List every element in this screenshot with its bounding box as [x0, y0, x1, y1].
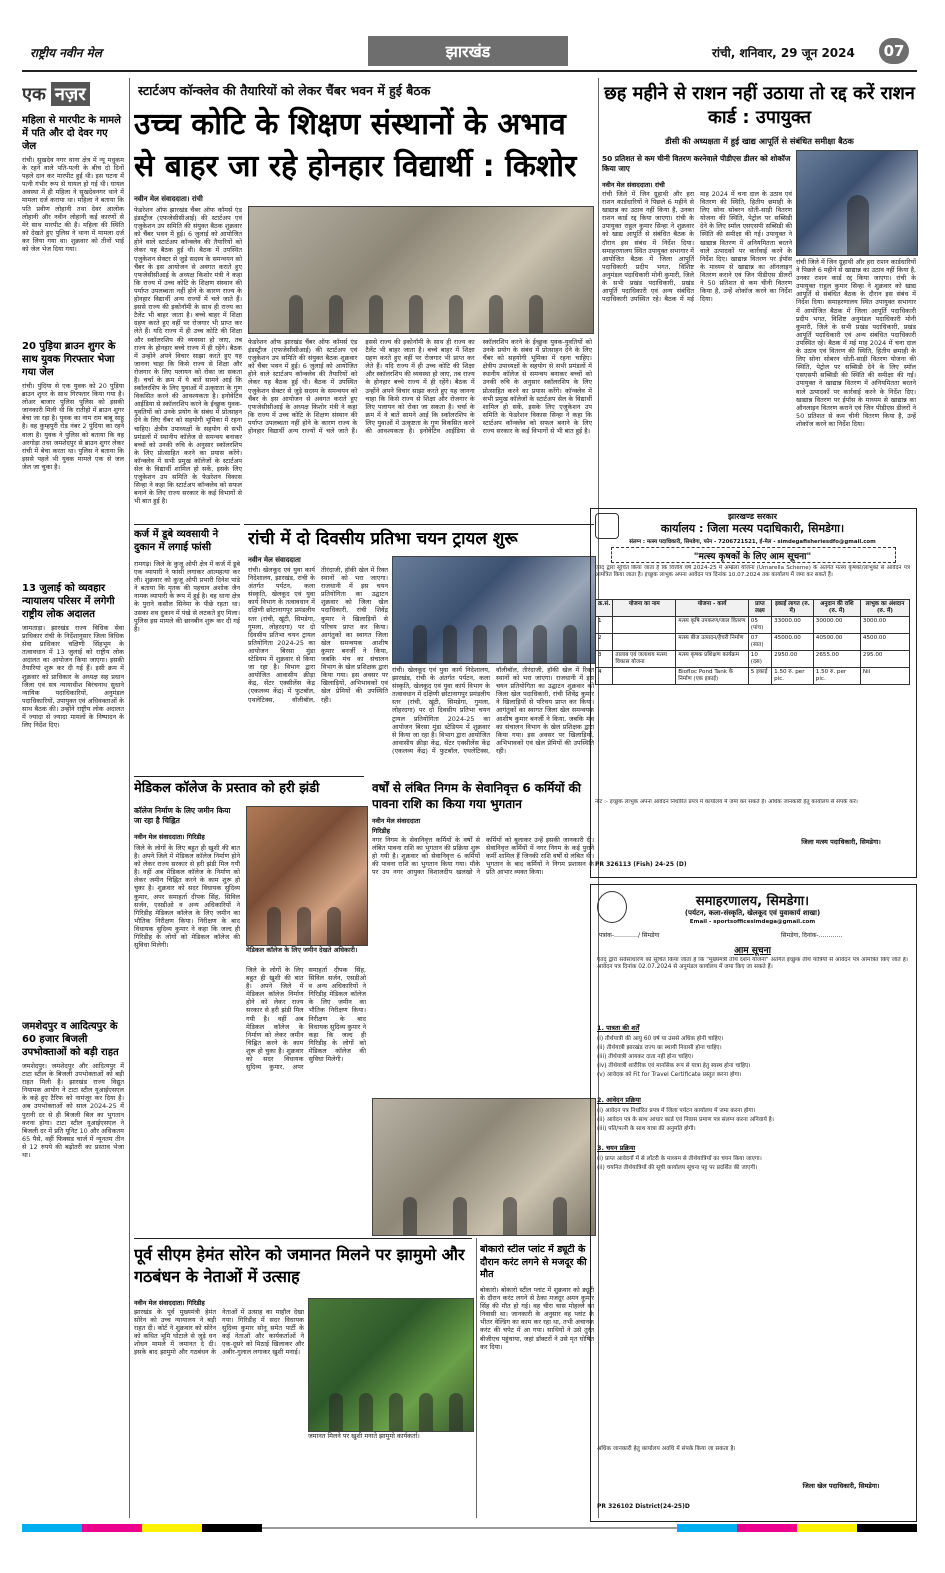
table-cell: Nil	[860, 668, 909, 685]
pratibha-photo	[392, 556, 596, 664]
medical-photo	[246, 806, 368, 946]
ration-inset: 50 प्रतिशत से कम चीनी वितरण करनेवाले पीडीएस डीलर को शोकॉज किया जाए	[602, 154, 791, 173]
ek-nazar-item-1	[22, 114, 124, 334]
hemant-body: झारखंड के पूर्व मुख्यमंत्री हेमंत सोरेन को उच्च न्यायालय ने बड़ी राहत दी। कोर्ट ने शुक्रवार को सोरेन को कथित भूमि घोटाले से जुड़े धन शोधन मामले में जमानत दे दी। इसके बाद झामुमो और गठबंधन के नेताओं में उत्साह का माहौल देखा गया। गिरिडीह में सदर विधायक सुदिव्य कुमार सोनू समेत पार्टी के कई नेताओं और कार्यकर्ताओं ने एक-दूसरे को मिठाई खिलाकर और अबीर-गुलाल लगाकर खुशी मनाई।	[134, 1308, 304, 1357]
fisheries-note: नोट :- इच्छुक लाभुक अपना आवेदन निर्धारित प्रपत्र में कार्यालय में जमा कर सकते हैं। अधिक जानकारी हेतु कार्यालय से संपर्क करें।	[595, 799, 858, 805]
table-header: योजना का नाम	[613, 600, 676, 617]
table-row	[596, 651, 910, 668]
pratibha-body: रांची। खेलकूद एवं युवा कार्य निदेशालय, झारखंड, रांची के अंतर्गत पर्यटन, कला संस्कृति, खेलकूद एवं युवा कार्य विभाग के तत्वावधान में दक्षिणी छोटानागपुर प्रमंडलीय स्तर (रांची, खूंटी, सिमडेगा, गुमला, लोहरदगा) पर दो दिवसीय प्रतिभा चयन ट्रायल प्रतियोगिता 2024-25 का आयोजन बिरसा मुंडा स्टेडियम में शुक्रवार से किया जा रहा है। विभाग द्वारा आयोजित आवासीय क्रीड़ा केंद्र, सेंटर एक्सीलेंस केंद्र (एकलव्य केंद्र) में फुटबॉल, एथलेटिक्स, वॉलीबॉल, तीरंदाजी, हॉकी खेल में रिक्त स्थानों को भरा जाएगा। राजधानी में इस चयन प्रतियोगिता का उद्घाटन शुक्रवार को जिला खेल पदाधिकारी, रांची शिवेंद्र कुमार ने खिलाड़ियों से परिचय प्राप्त कर किया। आगंतुकों का स्वागत जिला खेल समन्वयक आशीष कुमार बनर्जी ने किया, जबकि मंच का संचालन विभाग के खेल प्रशिक्षक द्वारा किया गया। इस अवसर पर खिलाड़ियों, अभिभावकों एवं खेल प्रेमियों की उपस्थिति रही।	[248, 566, 388, 704]
samaharnalay-sec3: 3. चयन प्रक्रिया	[597, 1144, 636, 1152]
table-cell: 4500.00	[860, 634, 909, 651]
fisheries-intro: एतद् द्वारा सूचित किया जाता है कि वित्तीय वर्ष 2024-25 में अम्ब्रेला योजना (Umarella Scheme) के अंतर्गत मत्स्य कृषकों/लाभुकों से आवेदन पत्र आमंत्रित किया जाता है। इच्छुक लाभुक अपना आवेदन पत्र दिनांक 10.07.2024 तक कार्यालय में जमा कर सकते हैं।	[595, 565, 910, 578]
samaharnalay-intro: एतद् द्वारा सर्वसाधारण को सूचित किया जाता है कि "मुख्यमंत्री तीर्थ दर्शन योजना" अंतर्गत इच्छुक तीर्थ यात्रियों से आवेदन पत्र आमंत्रित किए जाते हैं। आवेदन पत्र दिनांक 02.07.2024 से अनुमंडल कार्यालय में जमा किए जा सकते हैं।	[597, 957, 908, 971]
section-title: झारखंड	[445, 42, 491, 61]
samaharnalay-sign: जिला खेल पदाधिकारी, सिमडेगा।	[802, 1482, 880, 1490]
masthead-rule	[22, 70, 917, 72]
samaharnalay-dinank: सिमडेगा, दिनांक-…………	[781, 932, 843, 939]
masthead-paper-name: राष्ट्रीय नवीन मेल	[30, 46, 102, 60]
table-cell: 10 (दस)	[748, 651, 771, 668]
table-cell	[613, 617, 676, 634]
ek-nazar-body: जमशेदपुर। जमशेदपुर और आदित्यपुर में टाटा स्टील के बिजली उपभोक्ताओं को बड़ी राहत मिली है। झारखंड राज्य विद्युत नियामक आयोग ने टाटा स्टील यूआईएसएल के कहे हुए टैरिफ को नामंजूर कर दिया है। अब उपभोक्ताओं को साल 2024-25 में पुरानी दर से ही बिजली बिल का भुगतान करना होगा। टाटा स्टील यूआईएसएल ने बिजली दर में प्रति यूनिट 10 और अधिकतम 65 पैसे, वहीं फिक्सड चार्ज में न्यूनतम तीन से 12 रुपये की बढ़ोतरी का प्रस्ताव भेजा था।	[22, 1062, 124, 1160]
samaharnalay-pr: PR 326102 District(24-25)D	[597, 1503, 690, 1510]
ek-nazar-label	[22, 82, 124, 108]
table-cell: 4	[596, 668, 613, 685]
list-item: (i) प्राप्त आवेदनों में से लॉटरी के माध्यम से तीर्थयात्रियों का चयन किया जाएगा।	[597, 1156, 762, 1162]
table-cell: 295.00	[860, 651, 909, 668]
column-divider	[476, 1238, 477, 1518]
table-cell: 05 (पांच)	[748, 617, 771, 634]
samaharnalay-sec1: 1. पात्रता की शर्तें	[597, 1024, 640, 1032]
fisheries-gov: झारखण्ड सरकार	[728, 512, 777, 521]
table-cell: 07 (सात)	[748, 634, 771, 651]
table-cell: 45000.00	[772, 634, 814, 651]
samaharnalay-sub: (पर्यटन, कला-संस्कृति, खेलकूद एवं युवाकार्य शाखा)	[684, 909, 821, 917]
table-cell	[613, 668, 676, 685]
nigam-headline: वर्षों से लंबित निगम के सेवानिवृत्त 6 कर्मियों की पावना राशि का किया गया भुगतान	[372, 781, 581, 811]
hemant-caption: जमानत मिलने पर खुशी मनाते झामुमो कार्यकर्ता।	[308, 1432, 420, 1440]
ek-nazar-item-3	[22, 582, 124, 1014]
print-color-bar	[22, 1524, 917, 1534]
pratibha-byline: नवीन मेल संवाददाता	[248, 556, 301, 564]
table-row	[596, 617, 910, 634]
table-cell: 2	[596, 634, 613, 651]
startup-kicker: स्टार्टअप कॉन्क्लेव की तैयारियों को लेकर चैंबर भवन में हुई बैठक	[138, 83, 431, 98]
ration-subhead: डीसी की अध्यक्षता में हुई खाद्य आपूर्ति से संबंधित समीक्षा बैठक	[665, 136, 854, 146]
table-cell: Biofloc Pond Tank के निर्माण (एक इकाई)	[676, 668, 749, 685]
karz-body: रामगढ़। जिले के कुजू ओपी क्षेत्र में कर्ज में डूबे एक व्यापारी ने फांसी लगाकर आत्महत्या कर ली। शुक्रवार को कुजू ओपी प्रभारी दिनेश पांडे ने बताया कि मृतक की पहचान अशोक जैन नामक व्यापारी के रूप में हुई है। वह थाना क्षेत्र के पुराने कसौल सिनेमा के पीछे रहता था। उसका शव दुकान में पंखे से लटकते हुए मिला। पुलिस इस मामले की छानबीन शुरू कर दी गई है।	[134, 560, 240, 633]
ek-nazar-ek: एक	[22, 84, 46, 105]
table-cell: 30000.00	[813, 617, 860, 634]
table-row	[596, 634, 910, 651]
table-cell: मत्स्य बीज उत्पादन/हैचरी निर्माण	[676, 634, 749, 651]
ration-byline: नवीन मेल संवाददाता। रांची	[602, 181, 665, 189]
table-cell: 2950.00	[772, 651, 814, 668]
samaharnalay-notice	[590, 884, 917, 1522]
fisheries-notice-title: "मत्स्य कृषकों के लिए आम सूचना"	[693, 552, 812, 562]
table-header: क्र.सं.	[596, 600, 613, 617]
pratibha-headline: रांची में दो दिवसीय प्रतिभा चयन ट्रायल शुरू	[248, 529, 518, 549]
ek-nazar-nazar: नज़र	[51, 82, 90, 106]
ration-body: रांची जिले में जिन ग्रुहाथी और हरा राशन कार्डधारियों ने पिछले 6 महीने से खाद्यान्न का उठाव नहीं किया है, उनका राशन कार्ड रद्द किया जाएगा। रांची के उपायुक्त राहुल कुमार सिन्हा ने शुक्रवार को खाद्य आपूर्ति से संबंधित बैठक के दौरान इस संबंध में निर्देश दिया। समाहरणालय स्थित उपायुक्त सभागार में आयोजित बैठक में जिला आपूर्ति पदाधिकारी प्रदीप भगत, विशिष्ट अनुमंडल पदाधिकारी मोनी कुमारी, जिले के सभी प्रखंड पदाधिकारी, प्रखंड आपूर्ति पदाधिकारी एवं अन्य संबंधित पदाधिकारी उपस्थित रहे। बैठक में मई माह 2024 में चना दाल के उठाव एवं वितरण की स्थिति, हितीय छमाही के लिए सोना सोबरन धोती-साड़ी वितरण योजना की स्थिति, पेट्रोल पर सब्सिडी देने के लिए स्मॉल एसएसपी सब्सिडी की स्थिति की समीक्षा की गई। उपायुक्त ने खाद्यान्न वितरण में अनियमितता बरतने वाले उत्पादकों पर कार्रवाई करने के निर्देश दिए। खाद्यान्न वितरण पर ईपॉस के माध्यम से खाद्यान्न का ऑनलाइन वितरण कराने एवं जिन पीडीएस डीलरों ने 50 प्रतिशत से कम चीनी वितरण किया है, उन्हें शोकॉज करने का निर्देश दिया।	[602, 190, 792, 304]
ek-nazar-item-4	[22, 1020, 124, 1518]
nigam-dateline: गिरिडीह	[372, 827, 390, 835]
section-divider	[134, 524, 240, 525]
table-cell: तालाब एवं जलाशय मत्स्य विकास योजना	[613, 651, 676, 668]
list-item: (v) आवेदक को Fit for Travel Certificate प्रस्तुत करना होगा।	[597, 1072, 742, 1078]
ek-nazar-headline: जमशेदपुर व आदित्यपुर के 60 हजार बिजली उपभोक्ताओं को बड़ी राहत	[22, 1021, 119, 1058]
list-item: (ii) तीर्थयात्री झारखंड राज्य का स्थायी निवासी होना चाहिए।	[597, 1045, 722, 1051]
table-cell: 33000.00	[772, 617, 814, 634]
ek-nazar-headline: 13 जुलाई को व्यवहार न्यायालय परिसर में लगेगी राष्ट्रीय लोक अदालत	[22, 583, 115, 620]
fisheries-sign: जिला मत्स्य पदाधिकारी, सिमडेगा।	[801, 838, 881, 846]
section-divider	[134, 1238, 472, 1239]
medical-caption: मेडिकल कॉलेज के लिए जमीन देखते अधिकारी।	[246, 946, 358, 954]
fisheries-office: कार्यालय : जिला मत्स्य पदाधिकारी, सिमडेगा।	[660, 522, 845, 535]
list-item: (iv) तीर्थयात्री शारीरिक एवं मानसिक रूप से यात्रा हेतु स्वस्थ होना चाहिए।	[597, 1063, 751, 1069]
ek-nazar-body: रांची। सुखदेव नगर थाना क्षेत्र में न्यू मधुकम के रहने वाले पति-पत्नी के बीच दो दिनों पहले दान कर मारपीट हुई थी। इस घटना में पत्नी गंभीर रूप से घायल हो गई थी। घायल अवस्था में ही महिला ने सुखदेवनगर थाने में मामला दर्ज कराया था। महिला ने बताया कि पति प्रवीण लोहानी तथा देवर आलोक लोहानी और नवीन लोहानी कई कारणों से मेरे साथ मारपीट की है। महिला की स्थिति को देखते हुए पुलिस ने थाना में मामला दर्ज कर लिया गया था। शुक्रवार को तीनों भाई को जेल भेज दिया गया।	[22, 156, 124, 254]
samaharnalay-items2	[597, 1107, 908, 1134]
hemant-headline: पूर्व सीएम हेमंत सोरेन को जमानत मिलने पर झामुमो और गठबंधन के नेताओं में उत्साह	[134, 1245, 465, 1286]
table-cell: 3	[596, 651, 613, 668]
fisheries-pr: PR 326113 (Fish) 24-25 (D)	[595, 861, 687, 868]
table-cell: मत्स्य कृषि उपकरण/जाल वितरण	[676, 617, 749, 634]
table-cell: 40500.00	[813, 634, 860, 651]
medical-subhead: कॉलेज निर्माण के लिए जमीन किया जा रहा है चिह्नित	[134, 806, 231, 825]
list-item: (i) आवेदन पत्र निर्धारित प्रपत्र में जिला पर्यटन कार्यालय में जमा करना होगा।	[597, 1108, 756, 1114]
table-header: लाभुक का अंशदान (रु. में)	[860, 600, 909, 617]
bokaro-headline: बोकारो स्टील प्लांट में ड्यूटी के दौरान करंट लगने से मजदूर की मौत	[480, 1244, 587, 1280]
medical-byline: नवीन मेल संवाददाता। गिरिडीह	[134, 833, 205, 841]
hemant-byline: नवीन मेल संवाददाता। गिरिडीह	[134, 1299, 205, 1307]
nigam-photo	[372, 1098, 596, 1236]
medical-body-cont: जिले के लोगों के लिए बहुत ही खुशी की बात है। अपने जिले में मेडिकल कॉलेज निर्माण होने को लेकर राज्य सरकार से हरी झंडी मिल गयी है। वहीं अब मेडिकल कॉलेज के निर्माण को लेकर जमीन चिह्नित करने के काम शुरू हो चुका है। शुक्रवार को सदर विधायक सुदिव्य कुमार, अपर समाहर्ता दीपक सिंह, सिविल सर्जन, एसडीओ व अन्य अधिकारियों ने गिरिडीह मेडिकल कॉलेज के लिए जमीन का भौतिक निरीक्षण किया। निरीक्षण के बाद विधायक सुदिव्य कुमार ने कहा कि जल्द ही गिरिडीह के लोगों को मेडिकल कॉलेज की सुविधा मिलेगी।	[246, 966, 366, 1072]
table-header: अनुदान की राशि (रु. में)	[813, 600, 860, 617]
table-cell: 1.50 रु. per pic.	[813, 668, 860, 685]
ration-headline: छह महीने से राशन नहीं उठाया तो रद्द करें राशन कार्ड : उपायुक्त	[604, 83, 915, 128]
samaharnalay-sec2: 2. आवेदन प्रक्रिया	[597, 1096, 641, 1104]
karz-headline: कर्ज में डूबे व्यवसायी ने दुकान में लगाई फांसी	[134, 529, 219, 553]
fisheries-notice	[590, 508, 917, 878]
table-cell: 1	[596, 617, 613, 634]
list-item: (iii) पति/पत्नी के साथ यात्रा की अनुमति होगी।	[597, 1126, 696, 1132]
startup-body: फेडरेशन ऑफ झारखंड चैंबर ऑफ कॉमर्स एंड इंडस्ट्रीज (एफजेसीसीआई) की स्टार्टअप एवं एजुकेशन उप समिति की संयुक्त बैठक शुक्रवार को चैंबर भवन में हुई। 6 जुलाई को आयोजित होने वाले स्टार्टअप कॉन्क्लेव की तैयारियों को लेकर यह बैठक हुई थी। बैठक में उपस्थित एजुकेशन सेक्टर से जुड़े सदस्य के समन्वयन को चैंबर के इस आयोजन से अवगत कराते हुए एफजेसीसीआई के अध्यक्ष किशोर मंत्री ने कहा कि राज्य में उच्च कोटि के शिक्षण संस्थान की पर्याप्त उपलब्धता नहीं होने के कारण राज्य के होनहार विद्यार्थी अन्य राज्यों में चले जाते हैं। इससे राज्य की इकोनॉमी के साथ ही राज्य का टैलेंट भी बाहर जाता है। बच्चे बाहर में शिक्षा ग्रहण करते हुए वहीं पर रोजगार भी प्राप्त कर लेते हैं। यदि राज्य में ही उच्च कोटि की शिक्षा और स्कॉलरशिप की व्यवस्था हो जाए, तब राज्य के होनहार बच्चे राज्य में ही रहेंगे। बैठक में उन्होंने अपने विचार साझा करते हुए यह जानना चाहा कि किसे राज्य से शिक्षा और रोजगार के लिए पलायन को रोका जा सकता है। चर्चा के क्रम में ये बातें सामने आई कि स्कॉलरशिप के लिए युवाओं में उत्कृष्टता के गुण विकसित करने की आवश्यकता है। इनोवेटिव आईडिया से स्कॉलरशिप करने के ईच्छुक युवक-युवतियों को उनके प्रयोग के संबंध में प्रोत्साहन देने के लिए चैंबर को सहयोगी भूमिका में रहना चाहिए। क्षेत्रीय उपाध्यक्षों के सहयोग से सभी प्रमंडलों में स्थानीय कॉलेज से समन्वय बनाकर बच्चों को उनकी रुचि के अनुसार स्कॉलरशिप के लिए प्रोत्साहित करने का प्रयास करेंगे। कॉन्क्लेव में सभी प्रमुख कॉलेजों के स्टार्टअप सेल के विद्यार्थी शामिल हो सकें, इसके लिए एजुकेशन उप समिति के फेडरेशन विकास सिन्हा ने कहा कि स्टार्टअप कॉन्क्लेव को सफल बनाने के लिए राज्य सरकार के कई विभागों से भी बात हुई है।	[134, 206, 242, 506]
section-divider	[134, 776, 364, 777]
table-cell: 1.50 रु. per pic.	[772, 668, 814, 685]
ek-nazar-column	[22, 78, 126, 1518]
table-cell: 3000.00	[860, 617, 909, 634]
ek-nazar-body: जामताड़ा। झारखंड राज्य विधिक सेवा प्राधिकार रांची के निर्देशानुसार जिला विधिक सेवा प्राधिकार चक्षिणी सिंहभूम के तत्वावधान में 13 जुलाई को राष्ट्रीय लोक अदालत का आयोजन किया जाएगा। इसकी तैयारियां शुरू कर दी गई हैं। इसी क्रम में शुक्रवार को प्राधिकार के अध्यक्ष सह प्रधान जिला एवं सत्र न्यायाधीश बिरंचनाथ सुधाने न्यायिक पदाधिकारियों, अनुमंडल पदाधिकारियों, उपायुक्त एवं अधिवक्ताओं के साथ बैठक की। उन्होंने राष्ट्रीय लोक अदालत में ज्यादा से ज्यादा मामलों के निष्पादन के लिए निर्देश दिए।	[22, 624, 124, 730]
section-divider	[244, 524, 594, 525]
column-divider	[129, 78, 130, 1518]
list-item: (ii) चयनित तीर्थयात्रियों की सूची कार्यालय सूचना पट्ट पर प्रदर्शित की जाएगी।	[597, 1165, 758, 1171]
ek-nazar-body: रांची। पुंदिया से एक युवक को 20 पुड़िया ब्राउन शुगर के साथ गिरफ्तार किया गया है। लोअर बाजार पुलिस पुलिस को इसकी जानकारी मिली थी कि रातीहो में ब्राउन शुगर बेचा जा रहा है। युवक का नाम राम बाबू साहू है। वह कुम्हपुरी रोड नंबर 2 पुंदिया का रहने वाला है। युवक ने पुलिस को बताया कि वह अरगोड़ा तथा जमशेदपुर से ब्राउन शुगर लेकर रांची में बेचा करता था। पुलिस ने बताया कि इससे पहले भी युवक मामले एक से जल जेल जा चुका है।	[22, 382, 124, 471]
masthead-dateline: रांची, शनिवार, 29 जून 2024	[712, 46, 855, 60]
medical-body: जिले के लोगों के लिए बहुत ही खुशी की बात है। अपने जिले में मेडिकल कॉलेज निर्माण होने को लेकर राज्य सरकार से हरी झंडी मिल गयी है। वहीं अब मेडिकल कॉलेज के निर्माण को लेकर जमीन चिह्नित करने के काम शुरू हो चुका है। शुक्रवार को सदर विधायक सुदिव्य कुमार, अपर समाहर्ता दीपक सिंह, सिविल सर्जन, एसडीओ व अन्य अधिकारियों ने गिरिडीह मेडिकल कॉलेज के लिए जमीन का भौतिक निरीक्षण किया। निरीक्षण के बाद विधायक सुदिव्य कुमार ने कहा कि जल्द ही गिरिडीह के लोगों को मेडिकल कॉलेज की सुविधा मिलेगी।	[134, 844, 240, 950]
fisheries-table	[595, 599, 910, 685]
page-number: 07	[879, 38, 909, 64]
startup-byline: नवीन मेल संवाददाता। रांची	[134, 195, 203, 203]
samaharnalay-email: Email - sportsofficesimdega@gmail.com	[689, 919, 816, 925]
table-cell: मत्स्य कृषक प्रशिक्षण कार्यक्रम	[676, 651, 749, 668]
list-item: (iii) तीर्थयात्री आयकर दाता नहीं होना चाहिए।	[597, 1054, 694, 1060]
samaharnalay-title: समाहरणालय, सिमडेगा।	[695, 894, 810, 909]
ek-nazar-headline: 20 पुड़िया ब्राउन शुगर के साथ युवक गिरफ्तार भेजा गया जेल	[22, 341, 116, 378]
pratibha-body-cont: रांची। खेलकूद एवं युवा कार्य निदेशालय, झारखंड, रांची के अंतर्गत पर्यटन, कला संस्कृति, खेलकूद एवं युवा कार्य विभाग के तत्वावधान में दक्षिणी छोटानागपुर प्रमंडलीय स्तर (रांची, खूंटी, सिमडेगा, गुमला, लोहरदगा) पर दो दिवसीय प्रतिभा चयन ट्रायल प्रतियोगिता 2024-25 का आयोजन बिरसा मुंडा स्टेडियम में शुक्रवार से किया जा रहा है। विभाग द्वारा आयोजित आवासीय क्रीड़ा केंद्र, सेंटर एक्सीलेंस केंद्र (एकलव्य केंद्र) में फुटबॉल, एथलेटिक्स, वॉलीबॉल, तीरंदाजी, हॉकी खेल में रिक्त स्थानों को भरा जाएगा। राजधानी में इस चयन प्रतियोगिता का उद्घाटन शुक्रवार को जिला खेल पदाधिकारी, रांची शिवेंद्र कुमार ने खिलाड़ियों से परिचय प्राप्त कर किया। आगंतुकों का स्वागत जिला खेल समन्वयक आशीष कुमार बनर्जी ने किया, जबकि मंच का संचालन विभाग के खेल प्रशिक्षक द्वारा किया गया। इस अवसर पर खिलाड़ियों, अभिभावकों एवं खेल प्रेमियों की उपस्थिति रही।	[392, 666, 594, 755]
samaharnalay-items1	[597, 1035, 908, 1080]
startup-photo	[248, 206, 594, 334]
table-header: इकाई लागत (रु. में)	[772, 600, 814, 617]
table-row	[596, 668, 910, 685]
medical-headline: मेडिकल कॉलेज के प्रस्ताव को हरी झंडी	[134, 781, 320, 796]
samaharnalay-patrank: पत्रांक-…………/ सिमडेगा	[599, 932, 660, 939]
table-header: प्राप्त लक्ष्य	[748, 600, 771, 617]
table-cell: 2655.00	[813, 651, 860, 668]
samaharnalay-items3	[597, 1155, 908, 1173]
nigam-byline: नवीन मेल संवाददाता	[372, 817, 421, 825]
startup-body-cont: फेडरेशन ऑफ झारखंड चैंबर ऑफ कॉमर्स एंड इंडस्ट्रीज (एफजेसीसीआई) की स्टार्टअप एवं एजुकेशन उप समिति की संयुक्त बैठक शुक्रवार को चैंबर भवन में हुई। 6 जुलाई को आयोजित होने वाले स्टार्टअप कॉन्क्लेव की तैयारियों को लेकर यह बैठक हुई थी। बैठक में उपस्थित एजुकेशन सेक्टर से जुड़े सदस्य के समन्वयन को चैंबर के इस आयोजन से अवगत कराते हुए एफजेसीसीआई के अध्यक्ष किशोर मंत्री ने कहा कि राज्य में उच्च कोटि के शिक्षण संस्थान की पर्याप्त उपलब्धता नहीं होने के कारण राज्य के होनहार विद्यार्थी अन्य राज्यों में चले जाते हैं। इससे राज्य की इकोनॉमी के साथ ही राज्य का टैलेंट भी बाहर जाता है। बच्चे बाहर में शिक्षा ग्रहण करते हुए वहीं पर रोजगार भी प्राप्त कर लेते हैं। यदि राज्य में ही उच्च कोटि की शिक्षा और स्कॉलरशिप की व्यवस्था हो जाए, तब राज्य के होनहार बच्चे राज्य में ही रहेंगे। बैठक में उन्होंने अपने विचार साझा करते हुए यह जानना चाहा कि किसे राज्य से शिक्षा और रोजगार के लिए पलायन को रोका जा सकता है। चर्चा के क्रम में ये बातें सामने आई कि स्कॉलरशिप के लिए युवाओं में उत्कृष्टता के गुण विकसित करने की आवश्यकता है। इनोवेटिव आईडिया से स्कॉलरशिप करने के ईच्छुक युवक-युवतियों को उनके प्रयोग के संबंध में प्रोत्साहन देने के लिए चैंबर को सहयोगी भूमिका में रहना चाहिए। क्षेत्रीय उपाध्यक्षों के सहयोग से सभी प्रमंडलों में स्थानीय कॉलेज से समन्वय बनाकर बच्चों को उनकी रुचि के अनुसार स्कॉलरशिप के लिए प्रोत्साहित करने का प्रयास करेंगे। कॉन्क्लेव में सभी प्रमुख कॉलेजों के स्टार्टअप सेल के विद्यार्थी शामिल हो सकें, इसके लिए एजुकेशन उप समिति के फेडरेशन विकास सिन्हा ने कहा कि स्टार्टअप कॉन्क्लेव को सफल बनाने के लिए राज्य सरकार के कई विभागों से भी बात हुई है।	[248, 338, 592, 436]
ration-photo	[796, 150, 918, 256]
samaharnalay-notice-title: आम सूचना	[734, 946, 771, 956]
ration-body-cont: रांची जिले में जिन ग्रुहाथी और हरा राशन कार्डधारियों ने पिछले 6 महीने से खाद्यान्न का उठाव नहीं किया है, उनका राशन कार्ड रद्द किया जाएगा। रांची के उपायुक्त राहुल कुमार सिन्हा ने शुक्रवार को खाद्य आपूर्ति से संबंधित बैठक के दौरान इस संबंध में निर्देश दिया। समाहरणालय स्थित उपायुक्त सभागार में आयोजित बैठक में जिला आपूर्ति पदाधिकारी प्रदीप भगत, विशिष्ट अनुमंडल पदाधिकारी मोनी कुमारी, जिले के सभी प्रखंड पदाधिकारी, प्रखंड आपूर्ति पदाधिकारी एवं अन्य संबंधित पदाधिकारी उपस्थित रहे। बैठक में मई माह 2024 में चना दाल के उठाव एवं वितरण की स्थिति, हितीय छमाही के लिए सोना सोबरन धोती-साड़ी वितरण योजना की स्थिति, पेट्रोल पर सब्सिडी देने के लिए स्मॉल एसएसपी सब्सिडी की स्थिति की समीक्षा की गई। उपायुक्त ने खाद्यान्न वितरण में अनियमितता बरतने वाले उत्पादकों पर कार्रवाई करने के निर्देश दिए। खाद्यान्न वितरण पर ईपॉस के माध्यम से खाद्यान्न का ऑनलाइन वितरण कराने एवं जिन पीडीएस डीलरों ने 50 प्रतिशत से कम चीनी वितरण किया है, उन्हें शोकॉज करने का निर्देश दिया।	[796, 258, 916, 428]
bokaro-body: बोकारो। बोकारो स्टील प्लांट में शुक्रवार को ड्यूटी के दौरान करंट लगने से ठेका मजदूर अमन कुमार सिंह की मौत हो गई। वह चीरा चास मोहल्ले का निवासी था। जानकारी के अनुसार वह प्लांट के भीतर वेल्डिंग का काम कर रहा था, तभी अचानक करंट की चपेट में आ गया। साथियों ने उसे तुरंत बीजीएच पहुंचाया, जहां डॉक्टरों ने उसे मृत घोषित कर दिया।	[480, 1286, 594, 1351]
fisheries-contact: संलग्न : मत्स्य पदाधिकारी, सिमडेगा, फोन - 7206721521, ई-मेल - simdegafisheriesdfo@gmail.com	[629, 539, 876, 545]
list-item: (i) तीर्थयात्री की आयु 60 वर्ष या उससे अधिक होनी चाहिए।	[597, 1036, 724, 1042]
table-cell: 5 इकाई	[748, 668, 771, 685]
samaharnalay-footer: अधिक जानकारी हेतु कार्यालय अवधि में संपर्क किया जा सकता है।	[597, 1446, 736, 1452]
ek-nazar-headline: महिला से मारपीट के मामले में पति और दो देवर गए जेल	[22, 115, 121, 152]
table-cell	[613, 634, 676, 651]
list-item: (ii) आवेदन पत्र के साथ आधार कार्ड एवं निवास प्रमाण पत्र संलग्न करना अनिवार्य है।	[597, 1117, 774, 1123]
ek-nazar-item-2	[22, 340, 124, 576]
startup-headline: उच्च कोटि के शिक्षण संस्थानों के अभाव से बाहर जा रहे होनहार विद्यार्थी : किशोर	[134, 107, 577, 184]
hemant-photo	[308, 1298, 474, 1432]
nigam-body: नगर निगम के सेवानिवृत्त कर्मियों के वर्षों से लंबित पावना राशि का भुगतान की प्रक्रिया शुरू हो गयी है। शुक्रवार को सेवानिवृत्त 6 कर्मियों की पावना राशि का भुगतान किया गया। मौके पर उप नगर आयुक्त विशालदीप खलखो ने कर्मियों को बुलाकर उन्हें इसकी जानकारी दी। सेवानिवृत्त कर्मियों में नगर निगम के कई पुराने कर्मी शामिल हैं जिनकी राशि वर्षों से लंबित थी। भुगतान के बाद कर्मियों ने निगम प्रशासन के प्रति आभार व्यक्त किया।	[372, 836, 594, 877]
masthead	[22, 36, 917, 66]
table-header: योजना - कार्य	[676, 600, 749, 617]
